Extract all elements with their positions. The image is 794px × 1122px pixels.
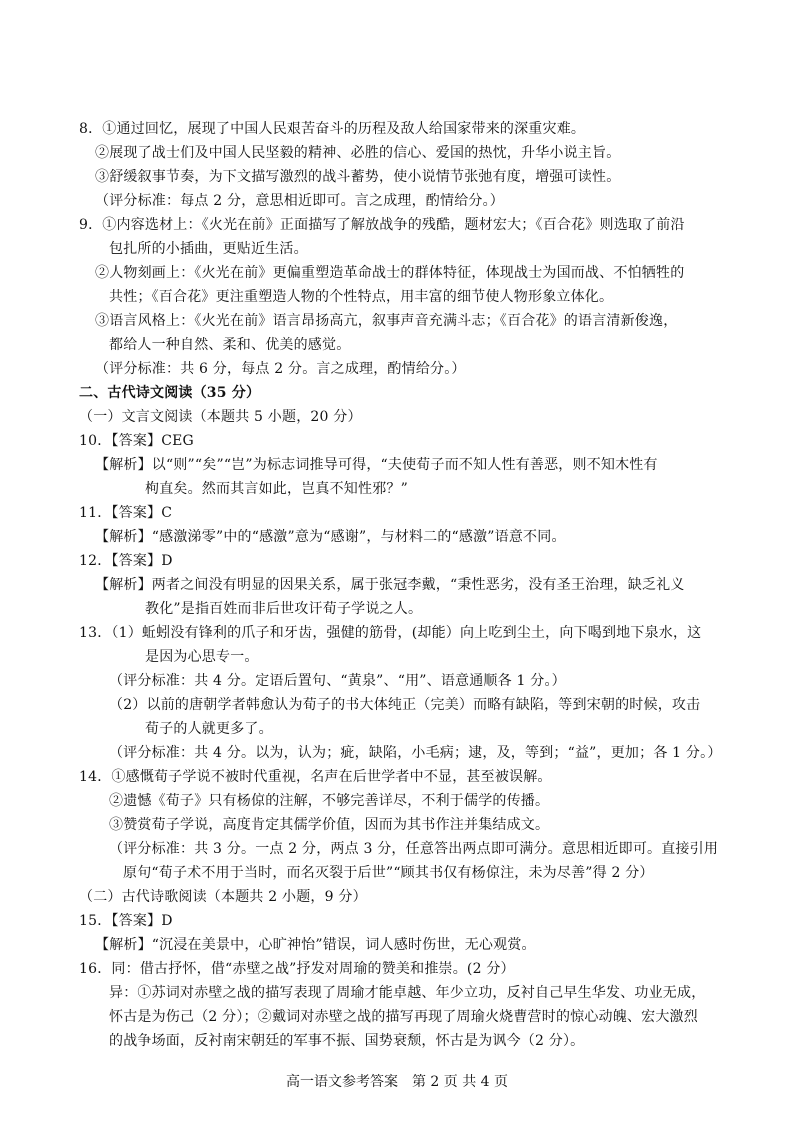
subsection-1-heading: （一）文言文阅读（本题共 5 小题，20 分）	[79, 409, 362, 425]
q14-point-1: 14．①感慨荀子学说不被时代重视，名声在后世学者中不显，甚至被误解。	[79, 769, 552, 785]
q12-analysis-cont: 教化”是指百姓而非后世攻讦荀子学说之人。	[145, 601, 423, 617]
page-footer: 高一语文参考答案 第 2 页 共 4 页	[285, 1074, 509, 1090]
q13-part-2-cont: 荀子的人就更多了。	[145, 721, 273, 737]
q8-point-2: ②展现了战士们及中国人民坚毅的精神、必胜的信心、爱国的热忱，升华小说主旨。	[95, 145, 621, 161]
q14-point-2: ②遗憾《荀子》只有杨倞的注解，不够完善详尽，不利于儒学的传播。	[109, 793, 550, 809]
q15-answer: 15．【答案】D	[79, 913, 173, 929]
section-2-heading: 二、古代诗文阅读（35 分）	[79, 385, 261, 401]
q9-point-3: ③语言风格上：《火光在前》语言昂扬高亢，叙事声音充满斗志；《百合花》的语言清新俊逸，	[95, 313, 678, 329]
q13-part-1-cont: 是因为心思专一。	[145, 649, 259, 665]
q9-point-1: 9．①内容选材上：《火光在前》正面描写了解放战争的残酷，题材宏大；《百合花》则选取了前沿	[79, 217, 685, 233]
q12-answer: 12．【答案】D	[79, 553, 173, 569]
q10-answer: 10．【答案】CEG	[79, 433, 194, 449]
q16-similarity: 16．同：借古抒怀，借“赤壁之战”抒发对周瑜的赞美和推崇。(2 分）	[79, 961, 515, 977]
subsection-2-heading: （二）古代诗歌阅读（本题共 2 小题，9 分）	[79, 889, 367, 905]
q9-point-2: ②人物刻画上：《火光在前》更偏重塑造革命战士的群体特征，体现战士为国而战、不怕牺牲的	[95, 265, 685, 281]
q8-scoring: （评分标准：每点 2 分，意思相近即可。言之成理，酌情给分。）	[95, 193, 505, 209]
q10-analysis-cont: 枸直矣。然而其言如此，岂真不知性邪？”	[145, 481, 408, 497]
q14-scoring: （评分标准：共 3 分。一点 2 分，两点 3 分，任意答出两点即可满分。意思相近即可。直接引用	[109, 841, 719, 857]
q16-difference-cont-2: 的战争场面，反衬南宋朝廷的军事不振、国势衰颓，怀古是为讽今（2 分）。	[109, 1033, 585, 1049]
q14-scoring-cont: 原句“荀子术不用于当时，而名灭裂于后世”“顾其书仅有杨倞注，未为尽善”得 2 分）	[123, 865, 654, 881]
q13-part-2-scoring: （评分标准：共 4 分。以为，认为；疵，缺陷，小毛病；逮，及，等到；“益”，更加；各 1 分。）	[109, 745, 722, 761]
q9-point-2-cont: 共性；《百合花》更注重塑造人物的个性特点，用丰富的细节使人物形象立体化。	[109, 289, 614, 305]
q8-point-3: ③舒缓叙事节奏，为下文描写激烈的战斗蓄势，使小说情节张弛有度，增强可读性。	[95, 169, 621, 185]
q11-answer: 11．【答案】C	[79, 505, 173, 521]
q13-part-1-scoring: （评分标准：共 4 分。定语后置句、“黄泉”、“用”、语意通顺各 1 分。）	[109, 673, 566, 689]
q9-point-3-cont: 都给人一种自然、柔和、优美的感觉。	[109, 337, 351, 353]
q16-difference-cont: 怀古是为伤己（2 分）；②戴词对赤壁之战的描写再现了周瑜火烧曹营时的惊心动魄、宏大激烈	[109, 1009, 698, 1025]
q13-part-2: （2）以前的唐朝学者韩愈认为荀子的书大体纯正（完美）而略有缺陷，等到宋朝的时候，攻击	[109, 697, 701, 713]
q10-analysis: 【解析】以“则”“矣”“岂”为标志词推导可得，“夫使荀子而不知人性有善恶，则不知木性有	[95, 457, 658, 473]
q11-analysis: 【解析】“感激涕零”中的“感激”意为“感谢”，与材料二的“感激”语意不同。	[95, 529, 566, 545]
q8-point-1: 8．①通过回忆，展现了中国人民艰苦奋斗的历程及敌人给国家带来的深重灾难。	[79, 121, 586, 137]
q9-point-1-cont: 包扎所的小插曲，更贴近生活。	[109, 241, 308, 257]
q15-analysis: 【解析】“沉浸在美景中，心旷神怡”错误，词人感时伤世，无心观赏。	[95, 937, 536, 953]
q16-difference: 异：①苏词对赤壁之战的描写表现了周瑜才能卓越、年少立功，反衬自己早生华发、功业无成，	[109, 985, 706, 1001]
q12-analysis: 【解析】两者之间没有明显的因果关系，属于张冠李戴，“秉性恶劣，没有圣王治理，缺乏礼义	[95, 577, 685, 593]
q9-scoring: （评分标准：共 6 分，每点 2 分。言之成理，酌情给分。）	[95, 361, 466, 377]
q13-part-1: 13．（1）蚯蚓没有锋利的爪子和牙齿，强健的筋骨，(却能）向上吃到尘土，向下喝到地下泉水，这	[79, 625, 702, 641]
q14-point-3: ③赞赏荀子学说，高度肯定其儒学价值，因而为其书作注并集结成文。	[109, 817, 550, 833]
